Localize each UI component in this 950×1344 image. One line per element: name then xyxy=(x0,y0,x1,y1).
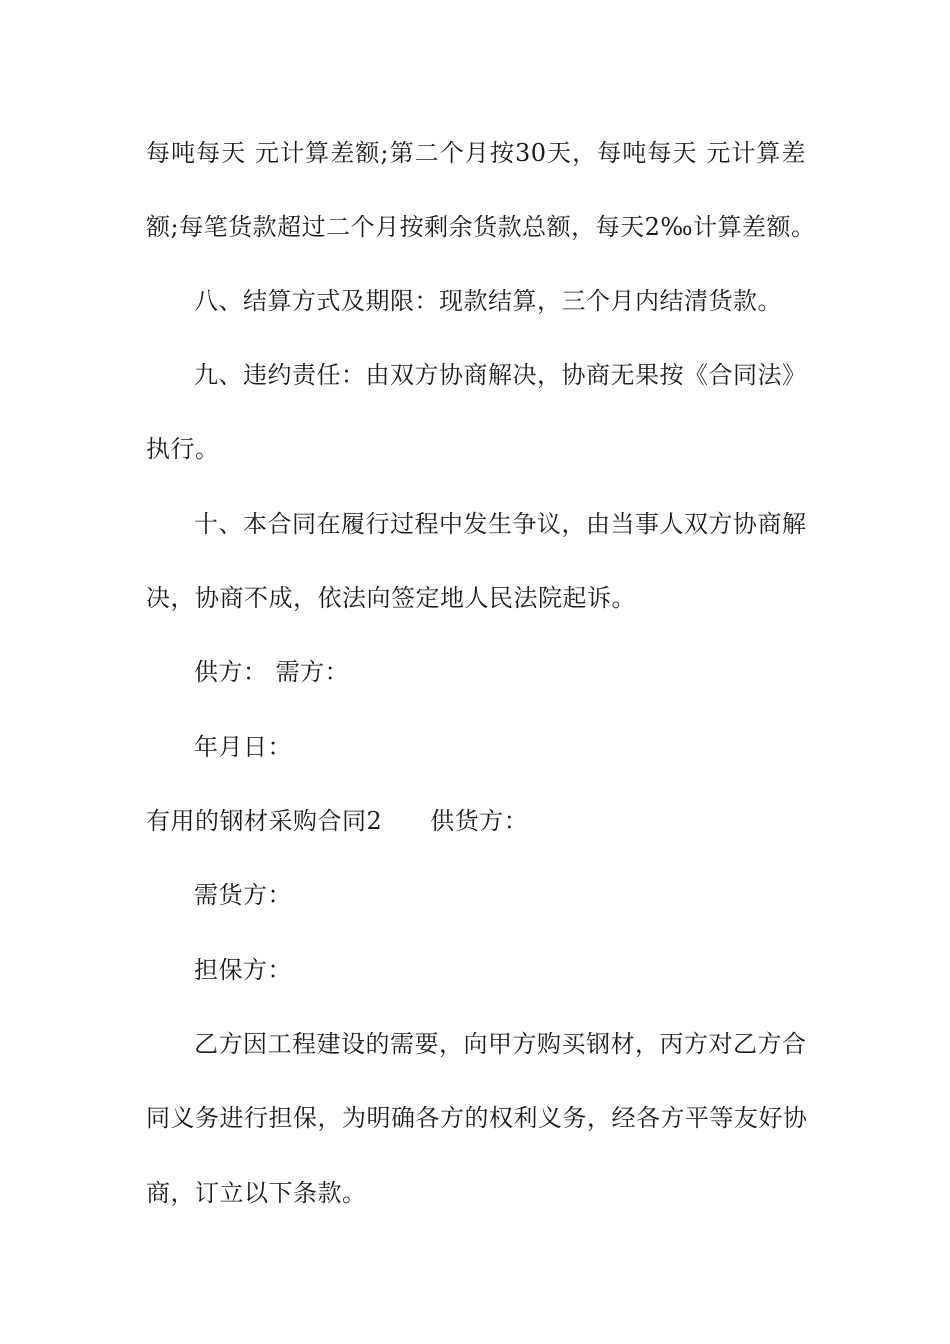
paragraph-line: 决，协商不成，依法向签定地人民法院起诉。 xyxy=(146,584,636,612)
paragraph-line: 商，订立以下条款。 xyxy=(146,1179,367,1207)
parties-line: 供方： 需方： xyxy=(194,658,350,686)
paragraph-line: 每吨每天 元计算差额;第二个月按30天，每吨每天 元计算差 xyxy=(146,139,806,167)
paragraph-line: 乙方因工程建设的需要，向甲方购买钢材，丙方对乙方合 xyxy=(194,1030,807,1058)
paragraph-line: 同义务进行担保，为明确各方的权利义务，经各方平等友好协 xyxy=(146,1104,808,1132)
section-title: 有用的钢材采购合同2 xyxy=(146,807,383,835)
paragraph-line: 额;每笔货款超过二个月按剩余货款总额，每天2‰计算差额。 xyxy=(146,213,816,241)
buyer-label: 需货方： xyxy=(194,881,292,909)
paragraph-line: 执行。 xyxy=(146,435,220,463)
clause-nine: 九、违约责任：由双方协商解决，协商无果按《合同法》 xyxy=(194,361,807,389)
date-line: 年月日： xyxy=(194,733,292,761)
guarantor-label: 担保方： xyxy=(194,956,292,984)
clause-ten: 十、本合同在履行过程中发生争议，由当事人双方协商解 xyxy=(194,510,807,538)
section-heading-line xyxy=(146,805,806,837)
clause-eight: 八、结算方式及期限：现款结算，三个月内结清货款。 xyxy=(194,287,782,315)
supplier-label: 供货方： xyxy=(430,807,529,835)
